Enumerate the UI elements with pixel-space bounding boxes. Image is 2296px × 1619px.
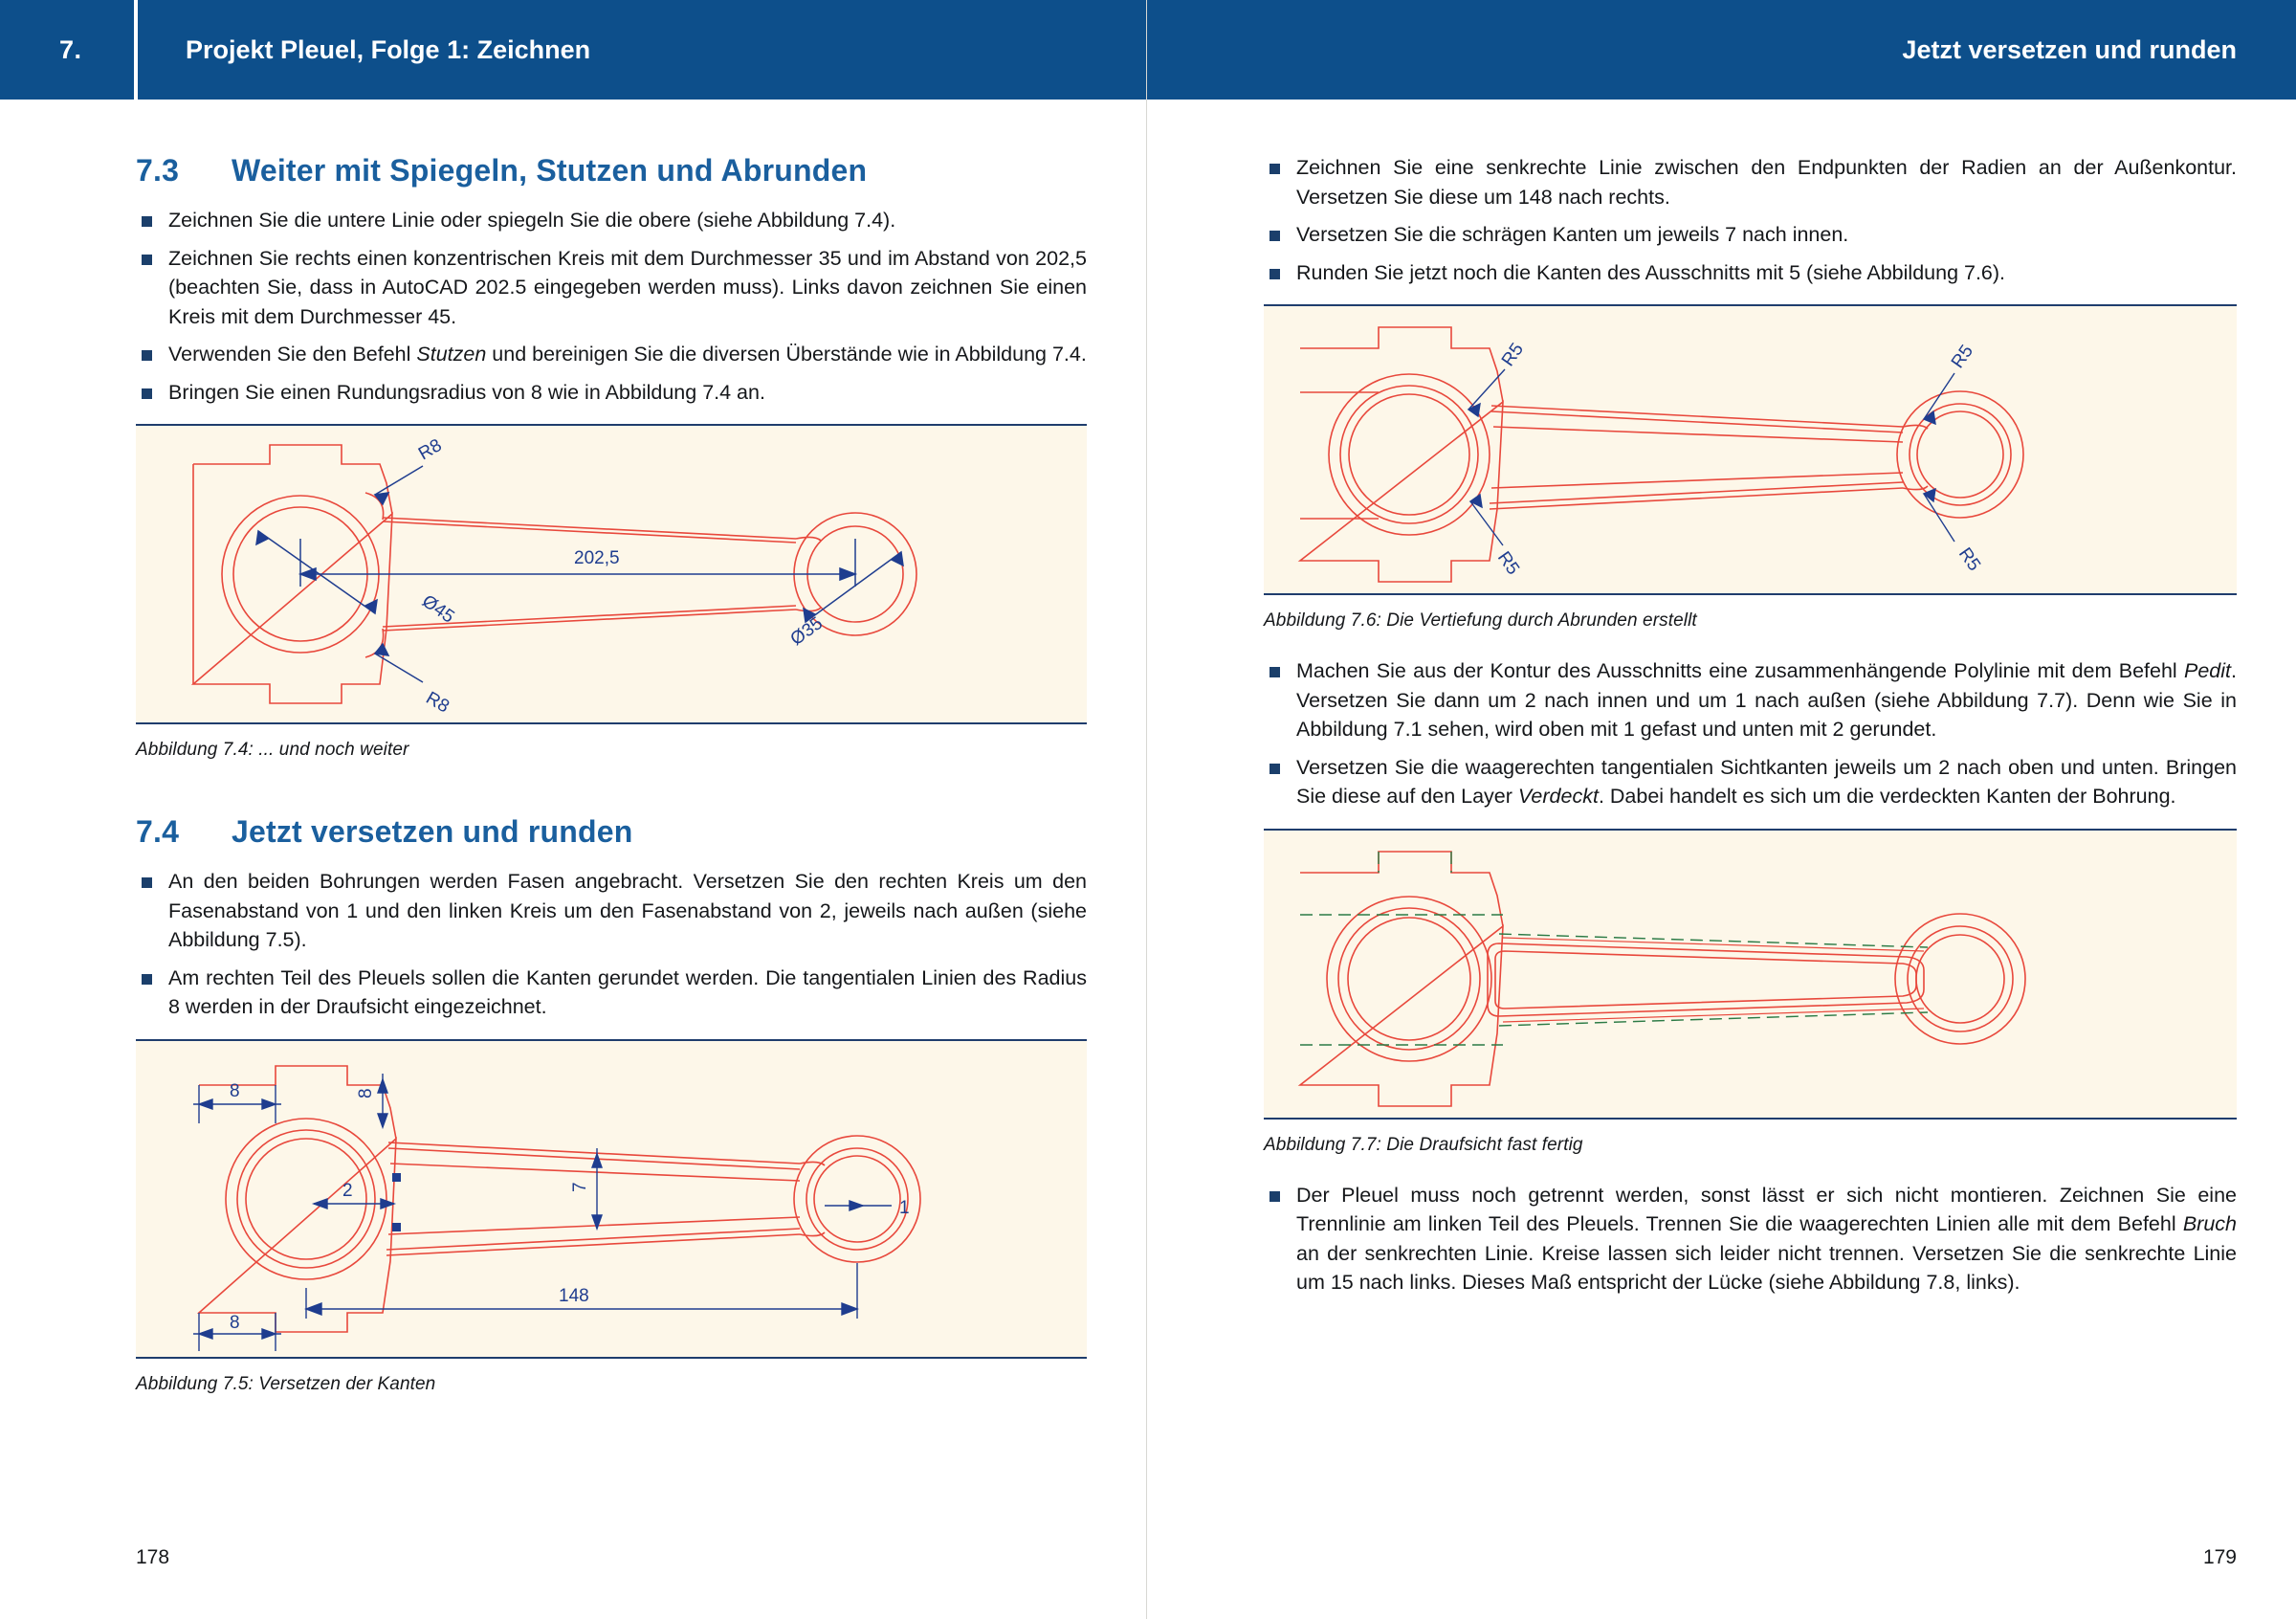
section-heading-7-3 [136, 153, 1087, 189]
figure-label: R5 [1947, 341, 1978, 372]
chapter-number: 7. [0, 0, 134, 100]
left-page-header [0, 0, 1146, 100]
right-page-header [1147, 0, 2296, 100]
list-item: Versetzen Sie die waagerechten tangentialen Sichtkanten jeweils um 2 nach oben und unten. Bringen Sie diese auf den Layer Verdeckt. Dabei handelt es sich um die verdeckten Kanten der Bohrung. [1264, 753, 2237, 811]
figure-7-7-caption: Abbildung 7.7: Die Draufsicht fast fertig [1264, 1134, 1583, 1155]
section-title: Weiter mit Spiegeln, Stutzen und Abrunden [232, 153, 868, 188]
right-header-title: Jetzt versetzen und runden [1147, 0, 2296, 100]
list-item: Bringen Sie einen Rundungsradius von 8 wie in Abbildung 7.4 an. [136, 378, 1087, 408]
figure-label: Ø35 [786, 613, 828, 651]
figure-label: Ø45 [418, 590, 458, 628]
figure-label: 8 [356, 1088, 376, 1098]
page-right [1147, 0, 2296, 1619]
figure-7-5-image [136, 1039, 1087, 1359]
page-number-right: 179 [2202, 1546, 2237, 1568]
list-item: Versetzen Sie die schrägen Kanten um jeweils 7 nach innen. [1264, 220, 2237, 250]
figure-label: R8 [415, 435, 446, 465]
section-heading-7-4 [136, 814, 1087, 850]
list-item: Runden Sie jetzt noch die Kanten des Ausschnitts mit 5 (siehe Abbildung 7.6). [1264, 258, 2237, 288]
bullet-list-7-4 [136, 867, 1087, 1022]
figure-label: R5 [1492, 547, 1524, 579]
figure-label: R5 [1954, 543, 1985, 575]
figure-label: R5 [1497, 339, 1529, 370]
figure-7-7 [1264, 829, 2237, 1156]
list-item: An den beiden Bohrungen werden Fasen angebracht. Versetzen Sie den rechten Kreis um den Fasenabstand von 1 und den linken Kreis um den Fasenabstand von 2, jeweils nach außen (siehe Abbildung 7.5). [136, 867, 1087, 955]
figure-label: 148 [559, 1285, 589, 1306]
bullet-list-7-3 [136, 206, 1087, 407]
figure-7-5-caption: Abbildung 7.5: Versetzen der Kanten [136, 1373, 436, 1394]
left-column [0, 100, 1146, 1395]
section-number: 7.4 [136, 814, 180, 850]
list-item: Am rechten Teil des Pleuels sollen die Kanten gerundet werden. Die tangentialen Linien des Radius 8 werden in der Draufsicht eingezeichnet. [136, 964, 1087, 1022]
figure-label: 7 [570, 1182, 590, 1192]
list-item: Der Pleuel muss noch getrennt werden, sonst lässt er sich nicht montieren. Zeichnen Sie eine Trennlinie am linken Teil des Pleuels. Trennen Sie die waagerechten Linien alle mit dem Befehl Bruch an der senkrechten Linie. Kreise lassen sich leider nicht trennen. Versetzen Sie die senkrechte Linie um 15 nach links. Dieses Maß entspricht der Lücke (siehe Abbildung 7.8, links). [1264, 1181, 2237, 1297]
page-number-left: 178 [136, 1546, 170, 1568]
left-header-title: Projekt Pleuel, Folge 1: Zeichnen [138, 0, 1146, 100]
list-item: Zeichnen Sie rechts einen konzentrischen Kreis mit dem Durchmesser 35 und im Abstand von 202,5 (beachten Sie, dass in AutoCAD 202.5 eingegeben werden muss). Links davon zeichnen Sie einen Kreis mit dem Durchmesser 45. [136, 244, 1087, 332]
bullet-list-mid [1264, 656, 2237, 811]
figure-7-7-image [1264, 829, 2237, 1120]
list-item: Zeichnen Sie eine senkrechte Linie zwischen den Endpunkten der Radien an der Außenkontur. Versetzen Sie diese um 148 nach rechts. [1264, 153, 2237, 211]
page-left [0, 0, 1147, 1619]
list-item: Machen Sie aus der Kontur des Ausschnitts eine zusammenhängende Polylinie mit dem Befehl Pedit. Versetzen Sie dann um 2 nach innen und um 1 nach außen (siehe Abbildung 7.7). Denn wie Sie in Abbildung 7.1 sehen, wird oben mit 1 gefast und unten mit 2 gerundet. [1264, 656, 2237, 744]
figure-7-4 [136, 424, 1087, 761]
figure-7-4-caption: Abbildung 7.4: ... und noch weiter [136, 740, 409, 761]
bullet-list-top [1264, 153, 2237, 287]
figure-7-6 [1264, 304, 2237, 632]
list-item: Zeichnen Sie die untere Linie oder spiegeln Sie die obere (siehe Abbildung 7.4). [136, 206, 1087, 235]
list-item: Verwenden Sie den Befehl Stutzen und bereinigen Sie die diversen Überstände wie in Abbildung 7.4. [136, 340, 1087, 369]
bullet-list-bottom [1264, 1181, 2237, 1297]
figure-7-6-image [1264, 304, 2237, 595]
section-number: 7.3 [136, 153, 180, 188]
figure-label: 2 [342, 1180, 353, 1201]
right-column [1147, 100, 2296, 1297]
figure-label: R8 [422, 688, 453, 718]
figure-7-4-image [136, 424, 1087, 724]
figure-label: 202,5 [574, 548, 620, 569]
figure-label: 1 [899, 1197, 910, 1218]
figure-7-6-caption: Abbildung 7.6: Die Vertiefung durch Abrunden erstellt [1264, 610, 1697, 632]
figure-7-5 [136, 1039, 1087, 1395]
figure-label: 8 [230, 1312, 240, 1333]
figure-label: 8 [230, 1080, 240, 1101]
section-title: Jetzt versetzen und runden [232, 814, 633, 850]
